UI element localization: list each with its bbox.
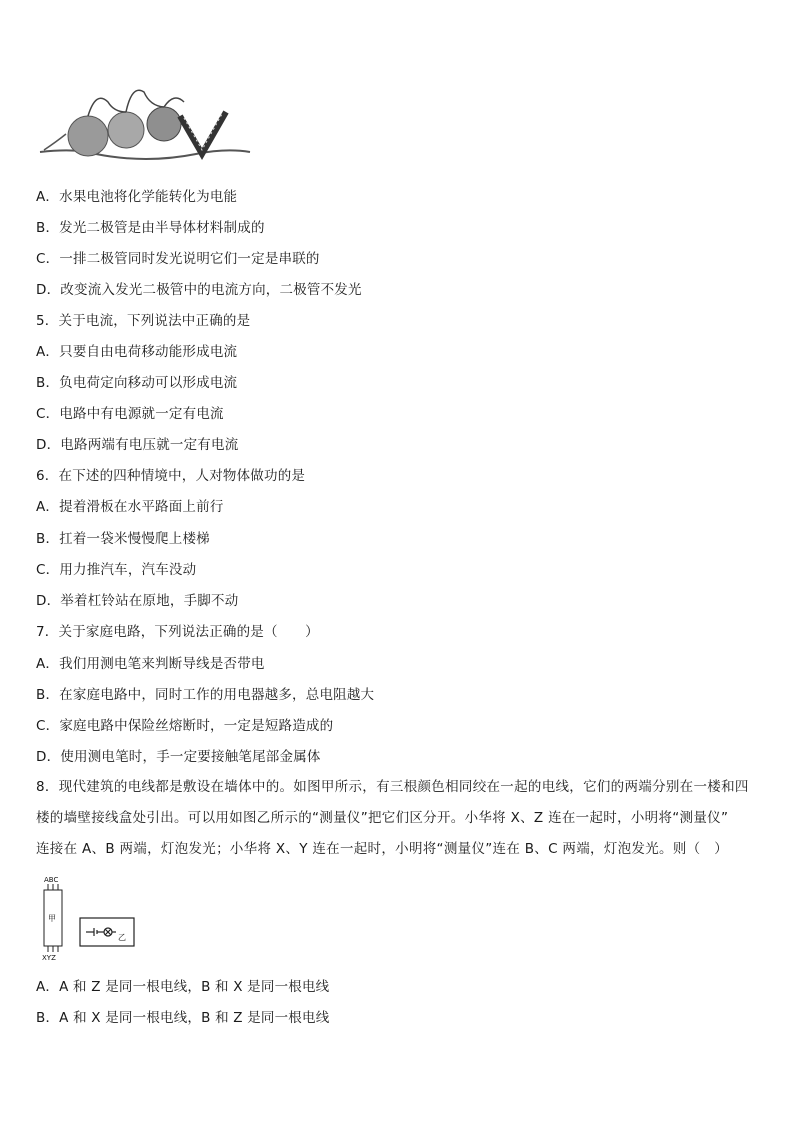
q7-option-b: B．在家庭电路中，同时工作的用电器越多，总电阻越大 <box>36 687 375 703</box>
q7-option-c: C．家庭电路中保险丝熔断时，一定是短路造成的 <box>36 718 334 734</box>
q8-option-b: B．A 和 X 是同一根电线，B 和 Z 是同一根电线 <box>36 1010 330 1026</box>
q5-stem: 5．关于电流，下列说法中正确的是 <box>36 313 251 329</box>
q7-option-d: D．使用测电笔时，手一定要接触笔尾部金属体 <box>36 749 321 765</box>
q6-option-a: A．提着滑板在水平路面上前行 <box>36 499 224 515</box>
fig-label-yi: 乙 <box>118 933 126 942</box>
q4-option-c: C．一排二极管同时发光说明它们一定是串联的 <box>36 251 320 267</box>
wire-tester-figure <box>36 874 146 966</box>
q4-option-b: B．发光二极管是由半导体材料制成的 <box>36 220 265 236</box>
q6-option-d: D．举着杠铃站在原地，手脚不动 <box>36 593 239 609</box>
q6-option-c: C．用力推汽车，汽车没动 <box>36 562 197 578</box>
q7-option-a: A．我们用测电笔来判断导线是否带电 <box>36 656 265 672</box>
q8-stem-line-3: 连接在 A、B 两端，灯泡发光；小华将 X、Y 连在一起时，小明将“测量仪”连在 B、C 两端，灯泡发光。则（ ） <box>36 841 729 857</box>
fruit-battery-image <box>40 90 250 159</box>
q4-option-a: A．水果电池将化学能转化为电能 <box>36 189 238 205</box>
q8-stem-line-1: 8．现代建筑的电线都是敷设在墙体中的。如图甲所示，有三根颜色相同绞在一起的电线，它们的两端分别在一楼和四 <box>36 779 749 795</box>
fig-label-abc: ABC <box>44 876 59 884</box>
fig-label-xyz: XYZ <box>42 954 56 962</box>
fig-label-jia: 甲 <box>48 914 56 923</box>
q8-stem <box>36 772 766 865</box>
q8-option-a: A．A 和 Z 是同一根电线，B 和 X 是同一根电线 <box>36 979 330 995</box>
q5-option-c: C．电路中有电源就一定有电流 <box>36 406 224 422</box>
q8-stem-line-2: 楼的墙壁接线盒处引出。可以用如图乙所示的“测量仪”把它们区分开。小华将 X、Z 连在一起时，小明将“测量仪” <box>36 810 729 826</box>
q5-option-a: A．只要自由电荷移动能形成电流 <box>36 344 238 360</box>
q5-option-b: B．负电荷定向移动可以形成电流 <box>36 375 238 391</box>
q4-option-d: D．改变流入发光二极管中的电流方向，二极管不发光 <box>36 282 362 298</box>
q6-stem: 6．在下述的四种情境中，人对物体做功的是 <box>36 468 306 484</box>
fruit-battery-figure <box>36 82 256 168</box>
q5-option-d: D．电路两端有电压就一定有电流 <box>36 437 239 453</box>
q7-stem: 7．关于家庭电路，下列说法正确的是（ ） <box>36 624 319 640</box>
q6-option-b: B．扛着一袋米慢慢爬上楼梯 <box>36 531 210 547</box>
